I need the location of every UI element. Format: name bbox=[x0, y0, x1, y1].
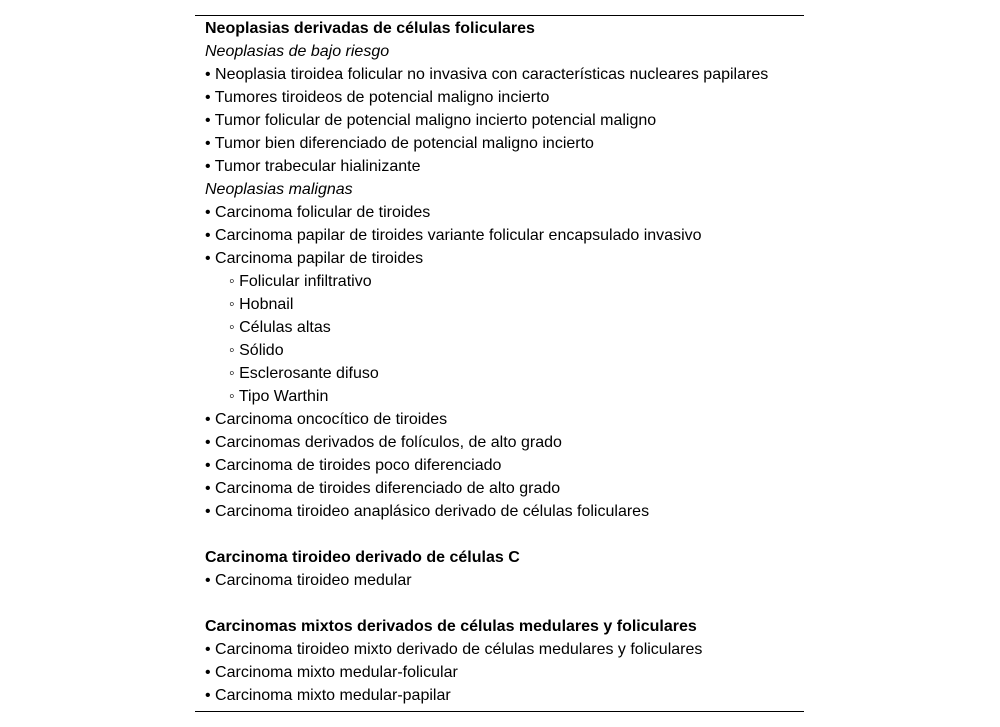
sub-list-item: ◦ Esclerosante difuso bbox=[229, 365, 379, 382]
list-item: • Tumor trabecular hialinizante bbox=[205, 158, 421, 175]
sub-list-item: ◦ Hobnail bbox=[229, 296, 294, 313]
table-content bbox=[205, 17, 768, 707]
section-spacer bbox=[205, 523, 768, 546]
list-item: • Carcinoma tiroideo anaplásico derivado de células foliculares bbox=[205, 503, 650, 520]
list-item: • Carcinoma tiroideo mixto derivado de células medulares y foliculares bbox=[205, 641, 703, 658]
section-heading: Carcinomas mixtos derivados de células medulares y foliculares bbox=[205, 618, 697, 635]
list-item: • Carcinoma papilar de tiroides variante folicular encapsulado invasivo bbox=[205, 227, 702, 244]
list-item: • Carcinoma oncocítico de tiroides bbox=[205, 411, 448, 428]
list-item: • Carcinoma mixto medular-folicular bbox=[205, 664, 458, 681]
list-item: • Carcinoma de tiroides diferenciado de alto grado bbox=[205, 480, 561, 497]
section-heading: Carcinoma tiroideo derivado de células C bbox=[205, 549, 520, 566]
list-item: • Carcinoma de tiroides poco diferenciado bbox=[205, 457, 502, 474]
list-item: • Tumores tiroideos de potencial maligno incierto bbox=[205, 89, 550, 106]
sub-list-item: ◦ Sólido bbox=[229, 342, 284, 359]
sub-list-item: ◦ Tipo Warthin bbox=[229, 388, 329, 405]
list-item: • Carcinoma papilar de tiroides bbox=[205, 250, 424, 267]
list-item: • Carcinoma mixto medular-papilar bbox=[205, 687, 451, 704]
list-item: • Carcinoma tiroideo medular bbox=[205, 572, 412, 589]
sub-list-item: ◦ Células altas bbox=[229, 319, 331, 336]
list-item: • Neoplasia tiroidea folicular no invasiva con características nucleares papilares bbox=[205, 66, 769, 83]
sub-list-item: ◦ Folicular infiltrativo bbox=[229, 273, 372, 290]
list-item: • Tumor bien diferenciado de potencial maligno incierto bbox=[205, 135, 594, 152]
subheading: Neoplasias de bajo riesgo bbox=[205, 43, 390, 60]
list-item: • Tumor folicular de potencial maligno incierto potencial maligno bbox=[205, 112, 657, 129]
list-item: • Carcinomas derivados de folículos, de alto grado bbox=[205, 434, 562, 451]
list-item: • Carcinoma folicular de tiroides bbox=[205, 204, 431, 221]
section-spacer bbox=[205, 592, 768, 615]
subheading: Neoplasias malignas bbox=[205, 181, 353, 198]
classification-table bbox=[195, 15, 804, 712]
section-heading: Neoplasias derivadas de células foliculares bbox=[205, 20, 535, 37]
